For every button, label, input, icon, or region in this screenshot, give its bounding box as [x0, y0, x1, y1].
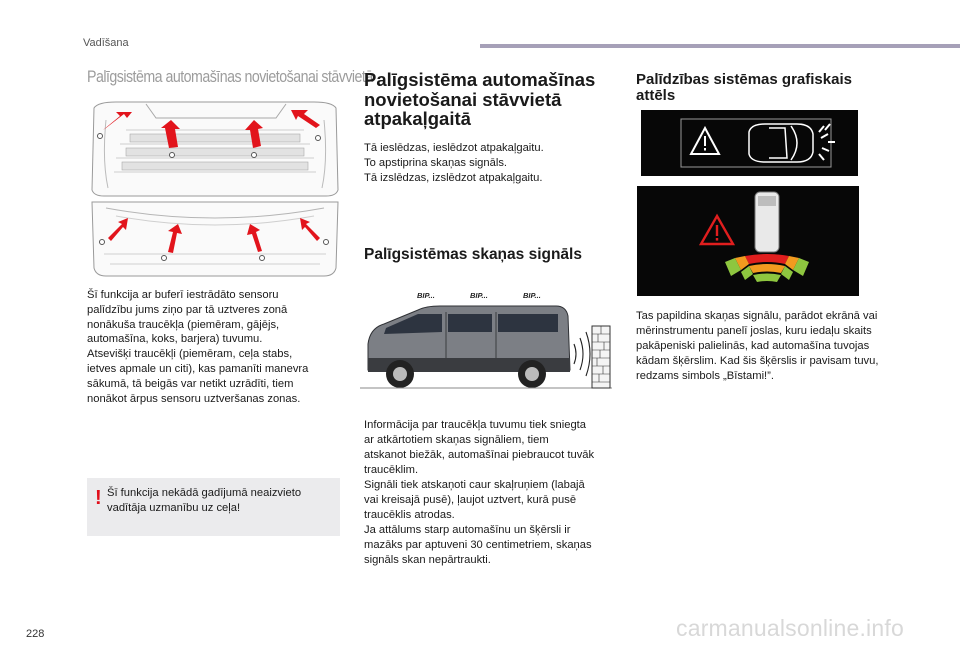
sensor-arrow-icon [86, 100, 344, 198]
display-screen-top-view [641, 110, 858, 176]
rear-bumper-illustration [86, 198, 344, 280]
warning-exclamation-icon: ! [95, 487, 102, 509]
page-number: 228 [26, 628, 45, 640]
danger-triangle-icon [691, 128, 719, 154]
col1-title: Palīgsistēma automašīnas novietošanai stāvvietā [87, 68, 373, 86]
watermark: carmanualsonline.info [676, 615, 904, 641]
beep-label: BIP... [417, 291, 435, 300]
warning-box [87, 478, 340, 536]
van-reversing-illustration [360, 288, 612, 400]
sound-signal-heading: Palīgsistēmas skaņas signāls [364, 246, 582, 263]
section-header: Vadīšana [83, 37, 129, 49]
col3-body-text: Tas papildina skaņas signālu, parādot ekrānā vai mērinstrumentu panelī joslas, kuru iedaļu skaits pakāpeniski palielinās, kad automašīna tuvojas kādam šķērslim. Kad šis šķērslis ir pavisam tuvu, redzams simbols „Bīstami!”. [636, 310, 879, 382]
header-accent-bar [480, 44, 960, 48]
col1-body-text: Šī funkcija ar buferī iestrādāto sensoru palīdzību jums ziņo par tā uztveres zonā nonākuša traucēkļa (piemēram, gājējs, automašīna, koks, barjera) tuvumu. Atsevišķi traucēkļi (piemēram, ceļa stabs, ietves apmale un citi), kas pamanīti manevra sākumā, tā beigās var netikt uzrādīti, tiem nonākot ārpus sensoru uztveršanas zonas. [87, 289, 309, 405]
col2-title: Palīgsistēma automašīnas novietošanai stāvvietā atpakaļgaitā [364, 69, 596, 129]
warning-text: Šī funkcija nekādā gadījumā neaizvieto vadītāja uzmanību uz ceļa! [107, 487, 302, 514]
col2-intro-text: Tā ieslēdzas, ieslēdzot atpakaļgaitu. To apstiprina skaņas signāls. Tā izslēdzas, izslēdzot atpakaļgaitu. [364, 142, 544, 184]
display-screen-bar-graph [637, 186, 859, 296]
beep-label: BIP... [523, 291, 541, 300]
front-bumper-illustration [86, 100, 344, 198]
col2-body-text: Informācija par traucēkļa tuvumu tiek sniegta ar atkārtotiem skaņas signāliem, tiem atskanot biežāk, automašīnai piebraucot tuvāk traucēklim. Signāli tiek atskaņoti caur skaļruņiem (labajā vai kreisajā pusē), ļaujot uztvert, kurā pusē traucēklis atrodas. Ja attālums starp automašīnu un šķērsli ir mazāks par aptuveni 30 centimetriem, skaņas signāls skan nepārtraukti. [364, 419, 595, 566]
danger-triangle-icon [701, 216, 733, 244]
col3-title: Palīdzības sistēmas grafiskais attēls [636, 71, 852, 104]
sensor-arrow-icon [86, 198, 344, 280]
beep-label: BIP... [470, 291, 488, 300]
